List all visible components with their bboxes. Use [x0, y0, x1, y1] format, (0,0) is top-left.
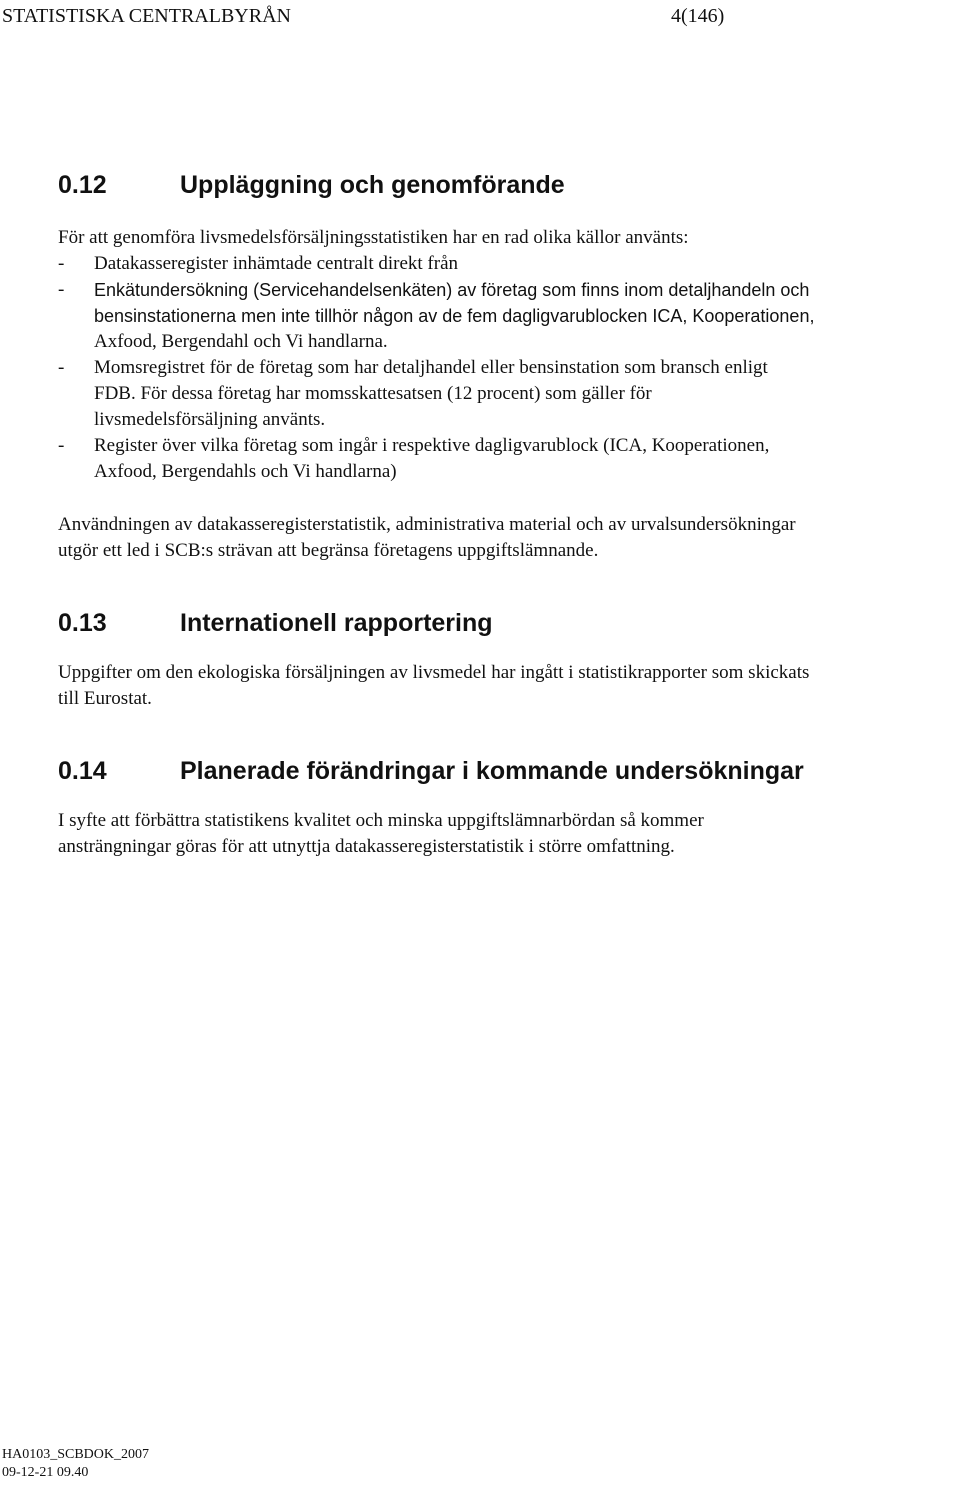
- document-body: [58, 170, 958, 860]
- list-item: [26, 355, 958, 433]
- section-heading-0-13: [58, 608, 958, 638]
- list-item: [26, 251, 958, 277]
- list-item-line: Axfood, Bergendahls och Vi handlarna): [94, 461, 397, 482]
- section-number: 0.13: [58, 609, 107, 637]
- list-item-line: Axfood, Bergendahl och Vi handlarna.: [94, 331, 388, 352]
- list-item-line: bensinstationerna men inte tillhör någon av de fem dagligvarublocken ICA, Kooperationen,: [94, 306, 815, 326]
- section-heading-0-14: [58, 756, 958, 786]
- list-item-line: Enkätundersökning (Servicehandelsenkäten) av företag som finns inom detaljhandeln och: [94, 280, 810, 300]
- page-header: [2, 2, 960, 32]
- page-number: 4(146): [671, 5, 725, 27]
- section-number: 0.14: [58, 757, 107, 785]
- list-item-line: livsmedelsförsäljning använts.: [94, 409, 326, 430]
- section-number: 0.12: [58, 171, 107, 199]
- section-title: Planerade förändringar i kommande undersökningar: [180, 757, 804, 785]
- section-heading-0-12: [58, 170, 958, 200]
- list-item-line: FDB. För dessa företag har momsskattesatsen (12 procent) som gäller för: [94, 383, 652, 404]
- body-line: Uppgifter om den ekologiska försäljningen av livsmedel har ingått i statistikrapporter som skickats: [58, 662, 810, 683]
- organization-name: STATISTISKA CENTRALBYRÅN: [2, 5, 291, 27]
- page-footer: [2, 1446, 149, 1482]
- section-title: Internationell rapportering: [180, 609, 493, 637]
- list-dash: -: [58, 357, 65, 378]
- list-dash: -: [58, 279, 65, 300]
- list-item: [26, 433, 958, 485]
- document-id: HA0103_SCBDOK_2007: [2, 1447, 150, 1462]
- section-title: Uppläggning och genomförande: [180, 171, 565, 199]
- list-dash: -: [58, 435, 65, 456]
- body-line: I syfte att förbättra statistikens kvalitet och minska uppgiftslämnarbördan så kommer: [58, 810, 704, 831]
- body-line: till Eurostat.: [58, 688, 152, 709]
- closing-paragraph-line: Användningen av datakasseregisterstatistik, administrativa material och av urvalsundersökningar: [58, 514, 796, 535]
- list-item-line: Register över vilka företag som ingår i respektive dagligvarublock (ICA, Kooperationen,: [94, 435, 770, 456]
- list-item-line: Datakasseregister inhämtade centralt direkt från: [94, 253, 458, 274]
- section-intro: För att genomföra livsmedelsförsäljningsstatistiken har en rad olika källor använts:: [58, 227, 689, 248]
- list-item-line: Momsregistret för de företag som har detaljhandel eller bensinstation som bransch enligt: [94, 357, 768, 378]
- list-dash: -: [58, 253, 65, 274]
- source-list: [26, 251, 958, 485]
- list-item: [26, 277, 958, 355]
- closing-paragraph-line: utgör ett led i SCB:s strävan att begränsa företagens uppgiftslämnande.: [58, 540, 599, 561]
- footer-timestamp: 09-12-21 09.40: [2, 1465, 89, 1480]
- body-line: ansträngningar göras för att utnyttja datakasseregisterstatistik i större omfattning.: [58, 836, 675, 857]
